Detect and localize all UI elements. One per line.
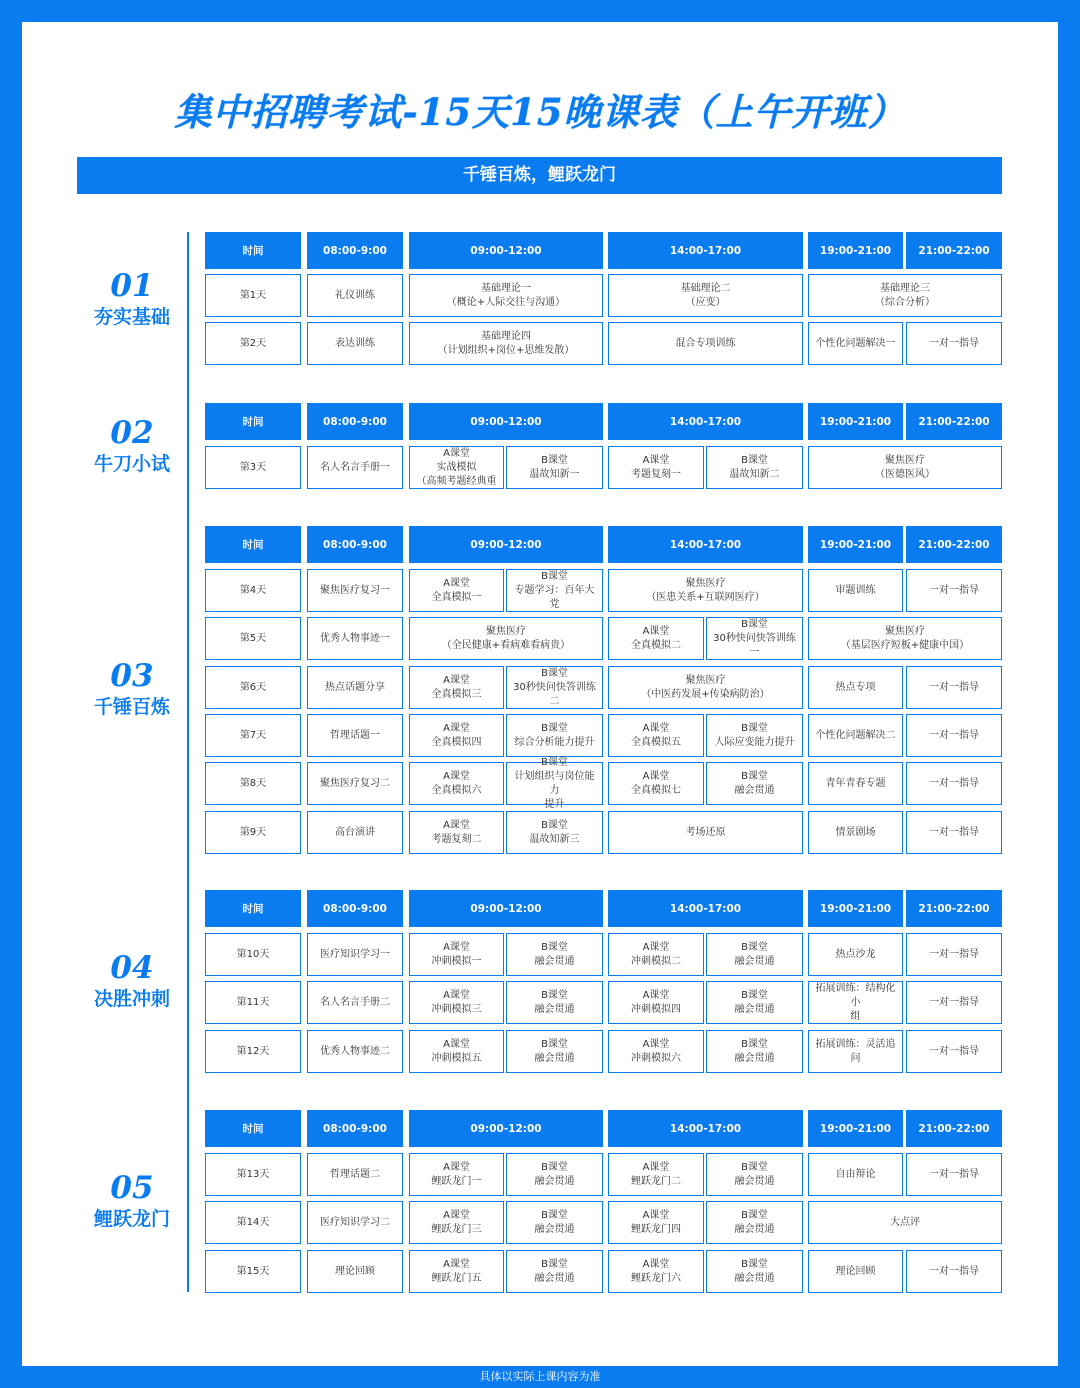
header-cell: 19:00-21:00 <box>808 526 903 563</box>
schedule-cell: 聚焦医疗 （医患关系+互联网医疗） <box>608 569 803 612</box>
day-cell: 第5天 <box>205 617 301 660</box>
day-cell: 第14天 <box>205 1201 301 1244</box>
schedule-cell: B课堂 融会贯通 <box>706 1250 803 1293</box>
header-cell: 19:00-21:00 <box>808 1110 903 1147</box>
header-cell: 21:00-22:00 <box>906 232 1002 269</box>
schedule-cell: 礼仪训练 <box>307 274 403 317</box>
header-cell: 09:00-12:00 <box>409 1110 603 1147</box>
schedule-cell: 一对一指导 <box>906 322 1002 365</box>
day-cell: 第13天 <box>205 1153 301 1196</box>
phase-number: 01 <box>110 268 154 304</box>
header-cell: 08:00-9:00 <box>307 890 403 927</box>
schedule-cell: A课堂 全真模拟三 <box>409 666 504 709</box>
header-cell: 14:00-17:00 <box>608 526 803 563</box>
schedule-cell: 一对一指导 <box>906 933 1002 976</box>
header-cell: 09:00-12:00 <box>409 526 603 563</box>
schedule-cell: 高台演讲 <box>307 811 403 854</box>
schedule-cell: A课堂 冲刺模拟二 <box>608 933 704 976</box>
schedule-cell: 理论回顾 <box>808 1250 903 1293</box>
header-cell: 08:00-9:00 <box>307 1110 403 1147</box>
header-cell: 14:00-17:00 <box>608 232 803 269</box>
header-cell: 时间 <box>205 403 301 440</box>
schedule-cell: B课堂 专题学习：百年大党 <box>506 569 603 612</box>
schedule-cell: 一对一指导 <box>906 569 1002 612</box>
phase-number: 05 <box>110 1170 154 1206</box>
schedule-cell: 一对一指导 <box>906 811 1002 854</box>
header-cell: 时间 <box>205 232 301 269</box>
slogan-banner: 千锤百炼，鲤跃龙门 <box>77 157 1002 194</box>
header-cell: 08:00-9:00 <box>307 403 403 440</box>
header-cell: 09:00-12:00 <box>409 403 603 440</box>
schedule-cell: A课堂 冲刺模拟五 <box>409 1030 504 1073</box>
schedule-cell: A课堂 全真模拟二 <box>608 617 704 660</box>
header-cell: 19:00-21:00 <box>808 890 903 927</box>
schedule-cell: 名人名言手册一 <box>307 446 403 489</box>
day-cell: 第12天 <box>205 1030 301 1073</box>
header-cell: 14:00-17:00 <box>608 1110 803 1147</box>
schedule-cell: 一对一指导 <box>906 1250 1002 1293</box>
header-cell: 14:00-17:00 <box>608 403 803 440</box>
day-cell: 第3天 <box>205 446 301 489</box>
schedule-cell: B课堂 融会贯通 <box>706 933 803 976</box>
schedule-cell: B课堂 融会贯通 <box>506 1250 603 1293</box>
schedule-cell: B课堂 30秒快问快答训练二 <box>506 666 603 709</box>
schedule-cell: B课堂 融会贯通 <box>506 981 603 1024</box>
phase-label <box>77 658 187 720</box>
schedule-cell: 哲理话题一 <box>307 714 403 757</box>
footer-note: 具体以实际上课内容为准 <box>479 1370 601 1383</box>
schedule-cell: A课堂 全真模拟四 <box>409 714 504 757</box>
schedule-cell: 热点话题分享 <box>307 666 403 709</box>
timeline-divider <box>187 232 189 1292</box>
schedule-cell: B课堂 融会贯通 <box>706 762 803 805</box>
schedule-cell: A课堂 冲刺模拟六 <box>608 1030 704 1073</box>
schedule-cell: 聚焦医疗 （中医药发展+传染病防治） <box>608 666 803 709</box>
phase-number: 03 <box>110 658 154 694</box>
day-cell: 第9天 <box>205 811 301 854</box>
schedule-cell: 基础理论二 （应变） <box>608 274 803 317</box>
schedule-cell: 医疗知识学习一 <box>307 933 403 976</box>
schedule-cell: 聚焦医疗 （基层医疗短板+健康中国） <box>808 617 1002 660</box>
schedule-cell: 基础理论一 （概论+人际交往与沟通） <box>409 274 603 317</box>
header-cell: 08:00-9:00 <box>307 232 403 269</box>
schedule-cell: 一对一指导 <box>906 714 1002 757</box>
schedule-cell: B课堂 计划组织与岗位能力 提升 <box>506 762 603 805</box>
schedule-cell: A课堂 全真模拟六 <box>409 762 504 805</box>
schedule-cell: 表达训练 <box>307 322 403 365</box>
schedule-cell: A课堂 鲤跃龙门三 <box>409 1201 504 1244</box>
header-cell: 09:00-12:00 <box>409 890 603 927</box>
schedule-cell: B课堂 人际应变能力提升 <box>706 714 803 757</box>
schedule-cell: A课堂 考题复刻二 <box>409 811 504 854</box>
schedule-cell: A课堂 冲刺模拟一 <box>409 933 504 976</box>
phase-label <box>77 1170 187 1232</box>
phase-name: 鲤跃龙门 <box>93 1208 170 1230</box>
day-cell: 第4天 <box>205 569 301 612</box>
day-cell: 第7天 <box>205 714 301 757</box>
schedule-cell: 聚焦医疗 （医德医风） <box>808 446 1002 489</box>
schedule-cell: A课堂 鲤跃龙门五 <box>409 1250 504 1293</box>
schedule-cell: 热点沙龙 <box>808 933 903 976</box>
schedule-cell: 一对一指导 <box>906 981 1002 1024</box>
schedule-cell: B课堂 融会贯通 <box>706 1201 803 1244</box>
schedule-cell: 一对一指导 <box>906 1030 1002 1073</box>
phase-label <box>77 415 187 477</box>
day-cell: 第10天 <box>205 933 301 976</box>
schedule-cell: 基础理论四 （计划组织+岗位+思维发散） <box>409 322 603 365</box>
schedule-cell: A课堂 鲤跃龙门六 <box>608 1250 704 1293</box>
day-cell: 第11天 <box>205 981 301 1024</box>
schedule-cell: B课堂 融会贯通 <box>506 1201 603 1244</box>
schedule-cell: 一对一指导 <box>906 1153 1002 1196</box>
schedule-cell: A课堂 鲤跃龙门二 <box>608 1153 704 1196</box>
day-cell: 第1天 <box>205 274 301 317</box>
schedule-cell: 拓展训练：结构化小 组 <box>808 981 903 1024</box>
phase-name: 牛刀小试 <box>93 453 170 475</box>
schedule-cell: A课堂 考题复刻一 <box>608 446 704 489</box>
phase-number: 04 <box>110 950 154 986</box>
header-cell: 19:00-21:00 <box>808 403 903 440</box>
schedule-cell: 自由辩论 <box>808 1153 903 1196</box>
phase-name: 夯实基础 <box>93 306 170 328</box>
schedule-cell: B课堂 融会贯通 <box>506 1030 603 1073</box>
phase-label <box>77 268 187 330</box>
schedule-cell: A课堂 全真模拟五 <box>608 714 704 757</box>
schedule-cell: A课堂 全真模拟七 <box>608 762 704 805</box>
schedule-cell: B课堂 融会贯通 <box>706 1153 803 1196</box>
schedule-cell: A课堂 全真模拟一 <box>409 569 504 612</box>
schedule-cell: B课堂 融会贯通 <box>706 1030 803 1073</box>
schedule-cell: 情景剧场 <box>808 811 903 854</box>
header-cell: 14:00-17:00 <box>608 890 803 927</box>
schedule-cell: 优秀人物事迹二 <box>307 1030 403 1073</box>
phase-name: 千锤百炼 <box>93 696 170 718</box>
header-cell: 21:00-22:00 <box>906 890 1002 927</box>
schedule-cell: 拓展训练：灵活追问 <box>808 1030 903 1073</box>
schedule-cell: A课堂 鲤跃龙门四 <box>608 1201 704 1244</box>
schedule-cell: 基础理论三 （综合分析） <box>808 274 1002 317</box>
day-cell: 第2天 <box>205 322 301 365</box>
header-cell: 08:00-9:00 <box>307 526 403 563</box>
schedule-cell: B课堂 融会贯通 <box>506 933 603 976</box>
schedule-cell: B课堂 融会贯通 <box>506 1153 603 1196</box>
schedule-cell: B课堂 温故知新一 <box>506 446 603 489</box>
schedule-cell: 理论回顾 <box>307 1250 403 1293</box>
schedule-cell: A课堂 冲刺模拟三 <box>409 981 504 1024</box>
schedule-cell: 哲理话题二 <box>307 1153 403 1196</box>
schedule-cell: B课堂 综合分析能力提升 <box>506 714 603 757</box>
header-cell: 19:00-21:00 <box>808 232 903 269</box>
schedule-cell: A课堂 鲤跃龙门一 <box>409 1153 504 1196</box>
schedule-cell: 审题训练 <box>808 569 903 612</box>
schedule-cell: 混合专项训练 <box>608 322 803 365</box>
schedule-cell: A课堂 冲刺模拟四 <box>608 981 704 1024</box>
schedule-cell: 聚焦医疗 （全民健康+看病难看病贵） <box>409 617 603 660</box>
schedule-cell: B课堂 30秒快问快答训练一 <box>706 617 803 660</box>
header-cell: 09:00-12:00 <box>409 232 603 269</box>
header-cell: 21:00-22:00 <box>906 526 1002 563</box>
header-cell: 时间 <box>205 890 301 927</box>
schedule-cell: 考场还原 <box>608 811 803 854</box>
page-title: 集中招聘考试-15天15晚课表（上午开班） <box>174 90 906 134</box>
day-cell: 第15天 <box>205 1250 301 1293</box>
header-cell: 时间 <box>205 526 301 563</box>
schedule-cell: 青年青春专题 <box>808 762 903 805</box>
schedule-cell: 一对一指导 <box>906 762 1002 805</box>
schedule-cell: 大点评 <box>808 1201 1002 1244</box>
schedule-cell: 个性化问题解决二 <box>808 714 903 757</box>
schedule-cell: 热点专项 <box>808 666 903 709</box>
schedule-cell: 优秀人物事迹一 <box>307 617 403 660</box>
schedule-cell: B课堂 温故知新二 <box>706 446 803 489</box>
schedule-cell: 医疗知识学习二 <box>307 1201 403 1244</box>
schedule-cell: B课堂 温故知新三 <box>506 811 603 854</box>
schedule-cell: 聚焦医疗复习二 <box>307 762 403 805</box>
day-cell: 第8天 <box>205 762 301 805</box>
header-cell: 21:00-22:00 <box>906 403 1002 440</box>
schedule-cell: A课堂 实战模拟 （高频考题经典重 <box>409 446 504 489</box>
header-cell: 21:00-22:00 <box>906 1110 1002 1147</box>
phase-number: 02 <box>110 415 154 451</box>
day-cell: 第6天 <box>205 666 301 709</box>
schedule-cell: 个性化问题解决一 <box>808 322 903 365</box>
schedule-cell: 聚焦医疗复习一 <box>307 569 403 612</box>
phase-label <box>77 950 187 1012</box>
schedule-cell: 名人名言手册二 <box>307 981 403 1024</box>
schedule-cell: B课堂 融会贯通 <box>706 981 803 1024</box>
header-cell: 时间 <box>205 1110 301 1147</box>
phase-name: 决胜冲刺 <box>93 988 170 1010</box>
schedule-cell: 一对一指导 <box>906 666 1002 709</box>
